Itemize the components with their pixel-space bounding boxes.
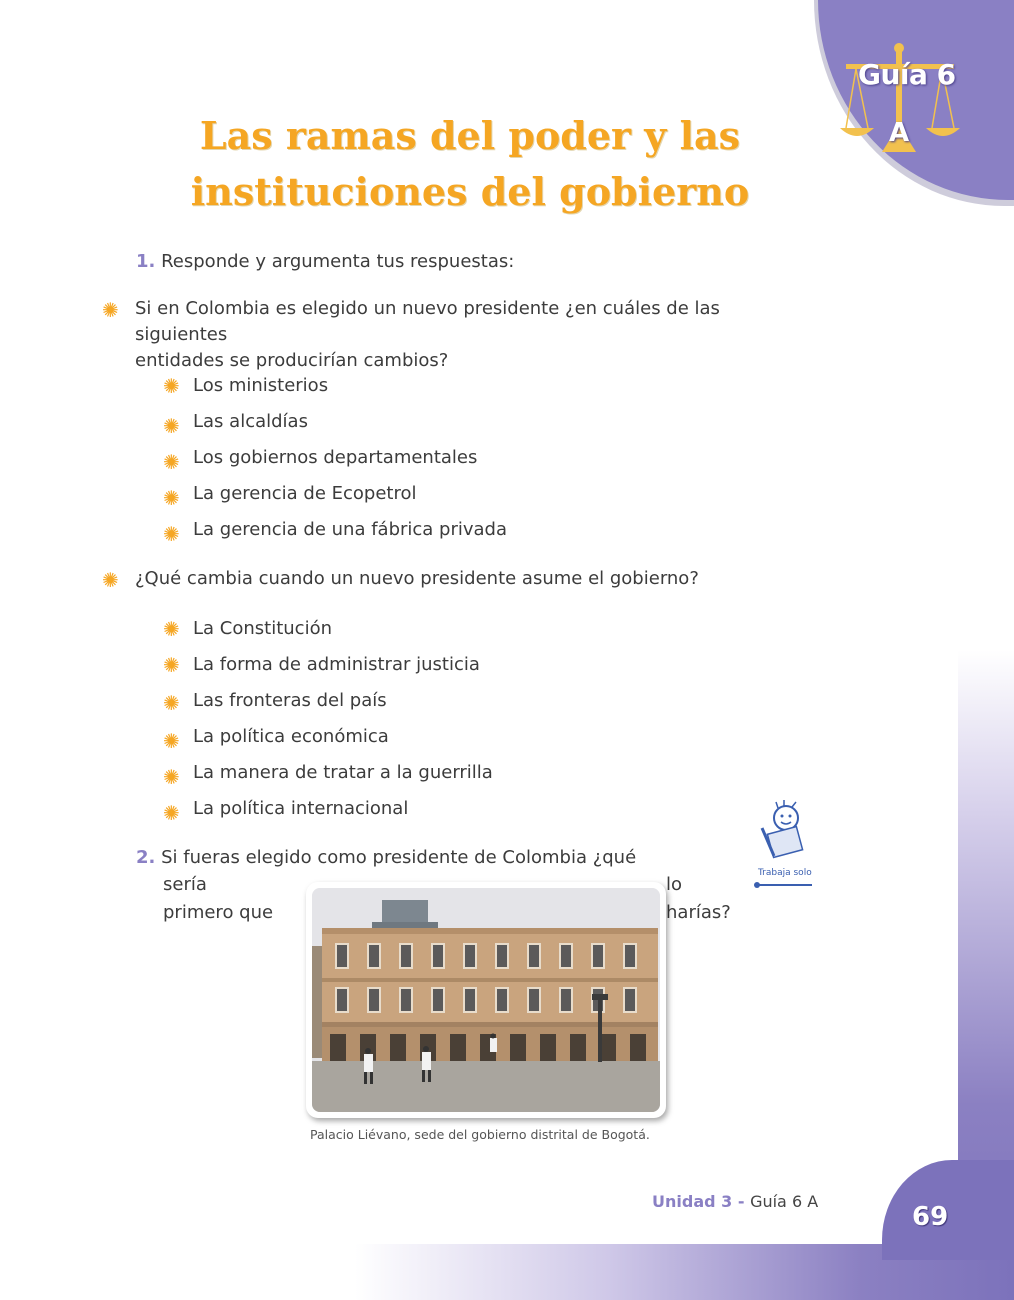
part-a-text: [135, 296, 815, 374]
footer-separator: -: [732, 1192, 751, 1211]
part-a-line-1: Si en Colombia es elegido un nuevo presidente ¿en cuáles de las siguientes: [135, 298, 720, 345]
question-1-prompt: [136, 249, 514, 275]
sun-bullet-icon: ✺: [163, 374, 180, 398]
sun-bullet-icon: ✺: [163, 617, 180, 641]
bottom-margin-band: [0, 1244, 1014, 1300]
option-item: La política internacional: [193, 798, 409, 819]
option-item: Las fronteras del país: [193, 690, 387, 711]
question-2-line-3-right: harías?: [666, 902, 731, 923]
title-line-2: instituciones del gobierno: [190, 169, 750, 214]
part-b-text: ¿Qué cambia cuando un nuevo presidente asume el gobierno?: [135, 568, 699, 589]
question-2-text: Si fueras elegido como presidente de Colombia ¿qué: [161, 847, 637, 868]
sun-bullet-icon: ✺: [163, 522, 180, 546]
sun-bullet-icon: ✺: [102, 568, 119, 592]
guide-badge-letter: A: [889, 118, 910, 148]
question-1-text: Responde y argumenta tus respuestas:: [161, 251, 515, 272]
page-title: [160, 108, 780, 220]
sun-bullet-icon: ✺: [163, 486, 180, 510]
option-item: La gerencia de una fábrica privada: [193, 519, 508, 540]
option-item: La manera de tratar a la guerrilla: [193, 762, 493, 783]
page-number: 69: [912, 1202, 949, 1232]
sun-bullet-icon: ✺: [163, 729, 180, 753]
part-a-line-2: entidades se producirían cambios?: [135, 350, 449, 371]
question-2-line-2-left: sería: [163, 874, 207, 895]
sun-bullet-icon: ✺: [163, 414, 180, 438]
question-1-number: 1.: [136, 251, 156, 272]
sun-bullet-icon: ✺: [163, 450, 180, 474]
option-item: La política económica: [193, 726, 389, 747]
option-item: La Constitución: [193, 618, 332, 639]
option-item: La forma de administrar justicia: [193, 654, 480, 675]
photo-caption: Palacio Liévano, sede del gobierno distrital de Bogotá.: [310, 1127, 650, 1142]
sun-bullet-icon: ✺: [163, 691, 180, 715]
photo-frame: [306, 882, 666, 1118]
option-item: La gerencia de Ecopetrol: [193, 483, 417, 504]
footer-unit-label: Unidad 3: [652, 1192, 733, 1211]
question-2-line-3-left: primero que: [163, 902, 274, 923]
page-footer: [652, 1192, 818, 1211]
sun-bullet-icon: ✺: [102, 298, 119, 322]
working-alone-underline: [756, 884, 812, 886]
question-2-line-1: [136, 845, 636, 871]
option-item: Los ministerios: [193, 375, 329, 396]
sun-bullet-icon: ✺: [163, 653, 180, 677]
title-line-1: Las ramas del poder y las: [199, 113, 741, 158]
option-item: Los gobiernos departamentales: [193, 447, 478, 468]
working-alone-label: Trabaja solo: [758, 868, 812, 878]
working-alone-dot: [754, 882, 760, 888]
option-item: Las alcaldías: [193, 411, 308, 432]
working-alone-icon: [748, 798, 814, 864]
question-2-number: 2.: [136, 847, 156, 868]
footer-guide-label: Guía 6 A: [750, 1192, 819, 1211]
palacio-lievano-photo: [312, 888, 660, 1112]
guide-badge-title: Guía 6: [858, 58, 956, 91]
sun-bullet-icon: ✺: [163, 765, 180, 789]
question-2-line-2-right: lo: [666, 874, 683, 895]
sun-bullet-icon: ✺: [163, 801, 180, 825]
